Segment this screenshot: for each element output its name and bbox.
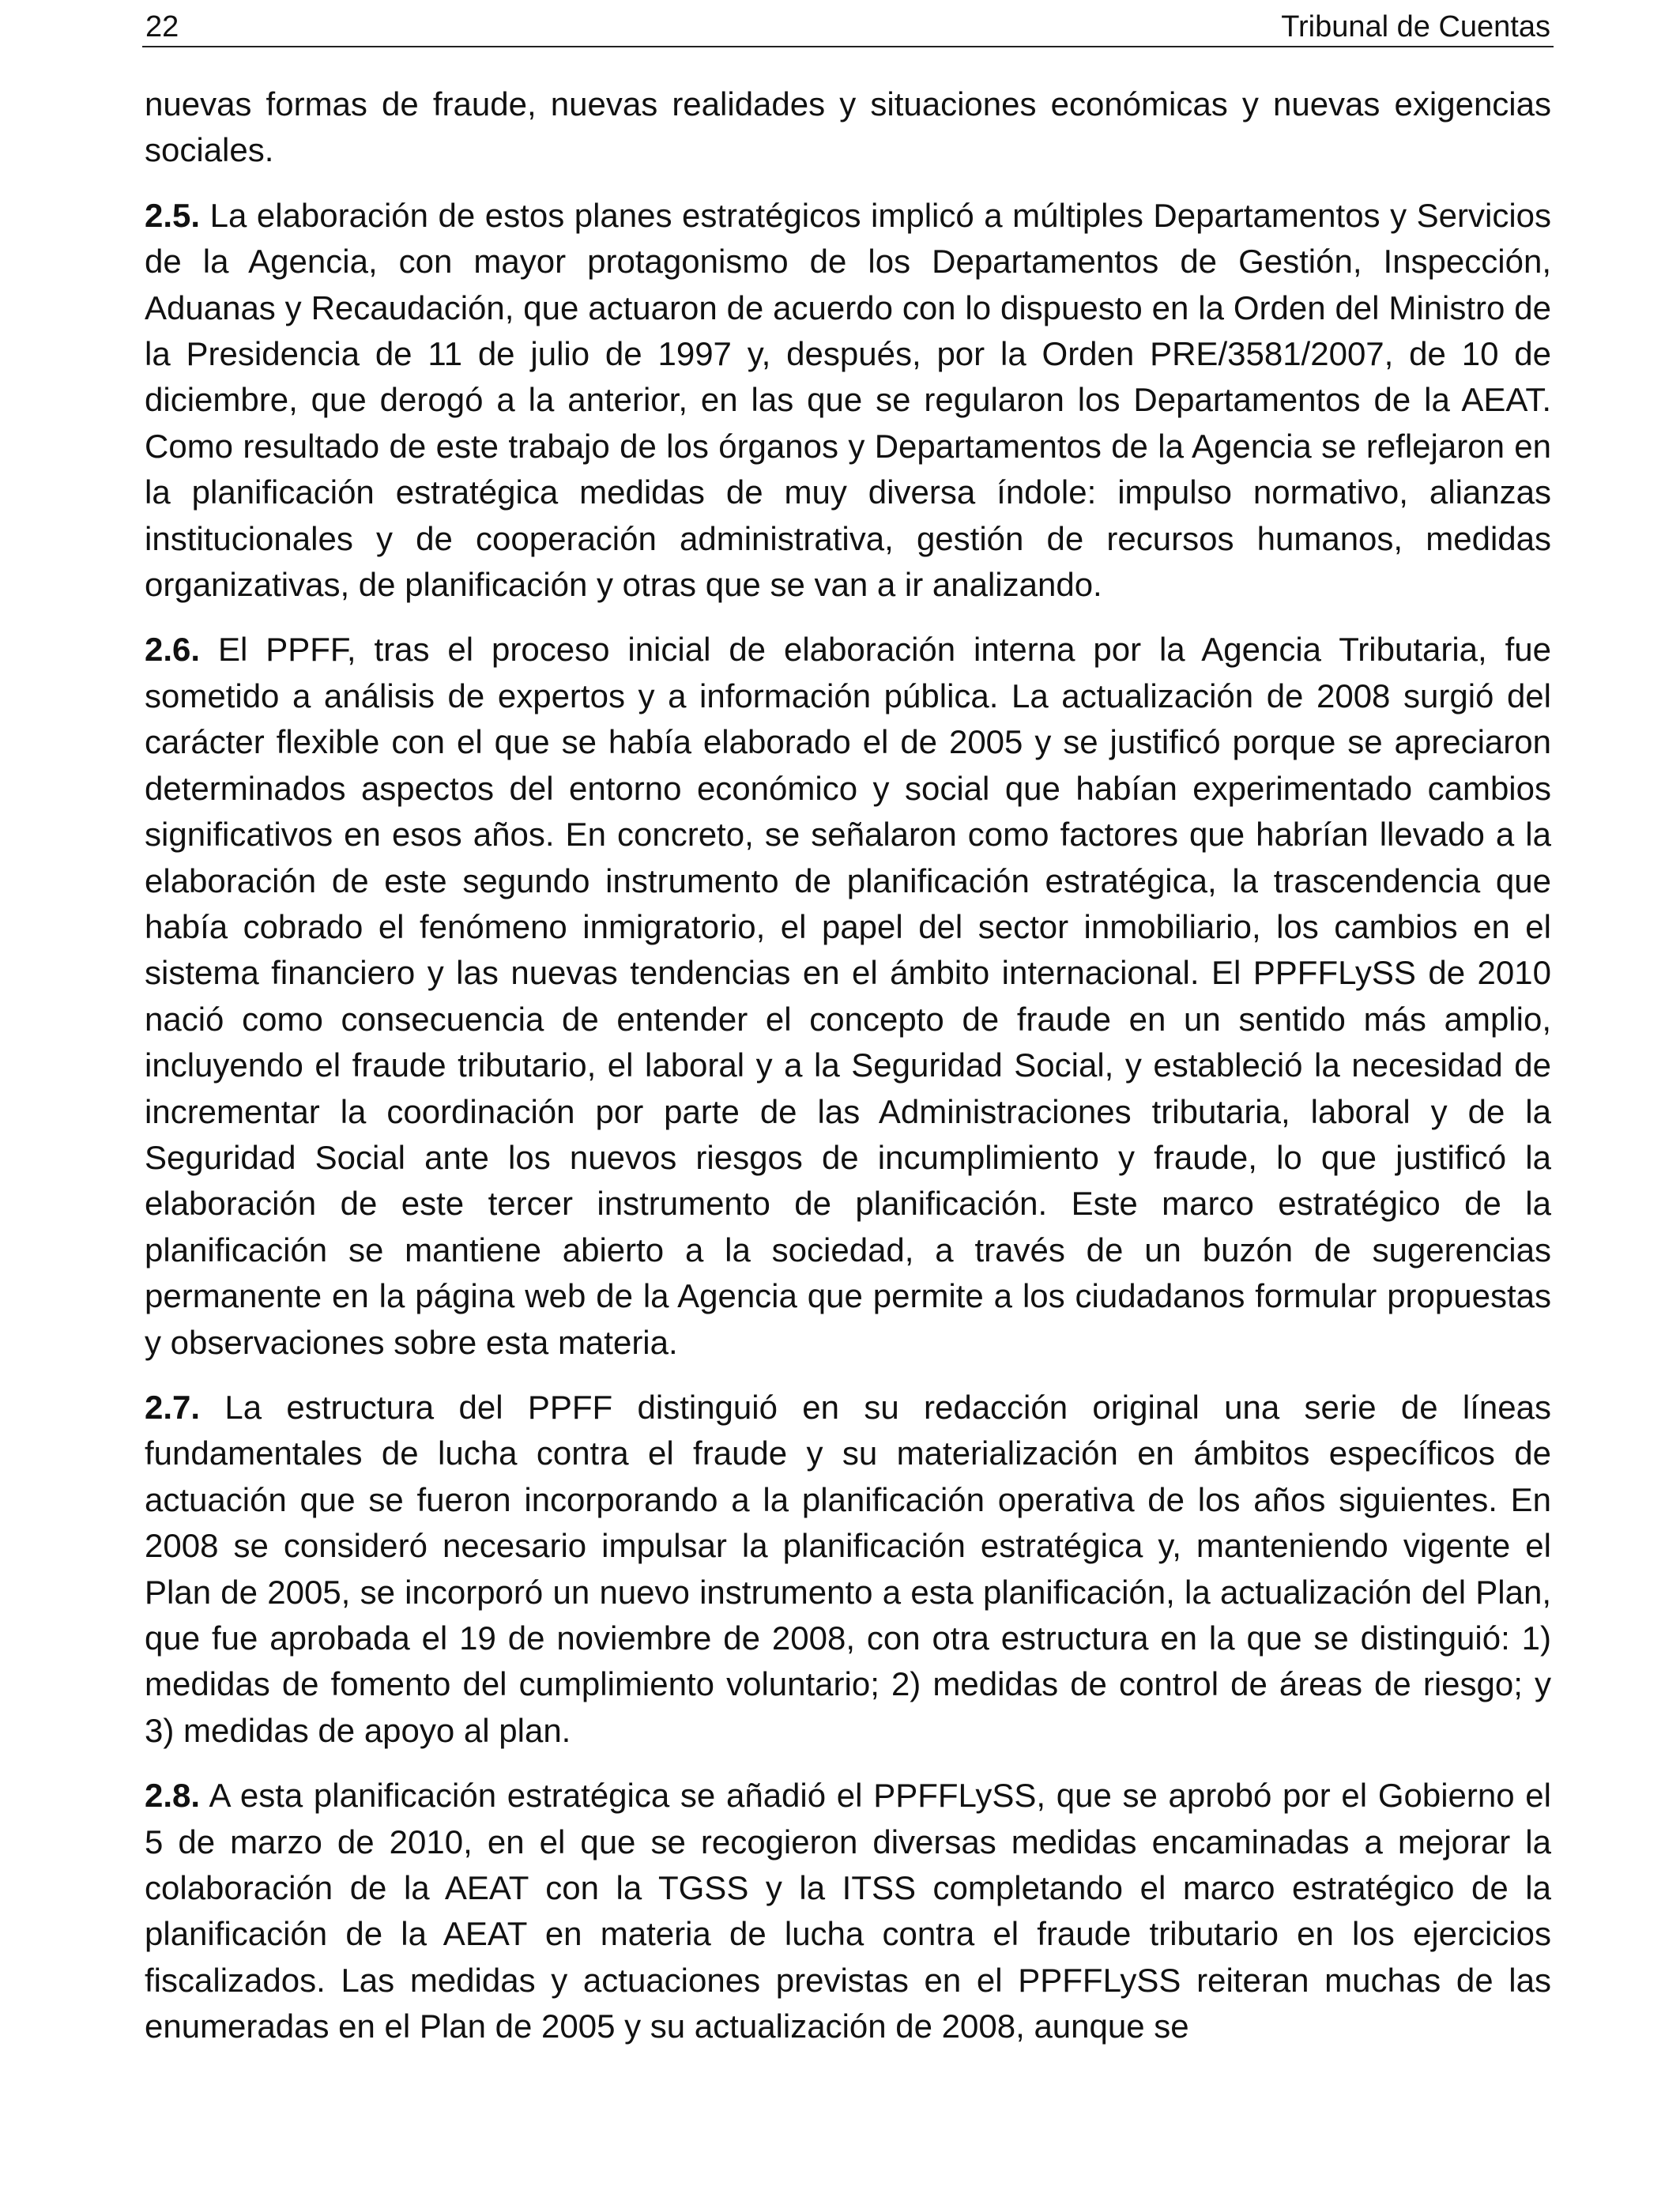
paragraph-2-7 <box>145 1385 1551 1754</box>
paragraph-text: nuevas formas de fraude, nuevas realidades y situaciones económicas y nuevas exigencias sociales. <box>145 85 1551 169</box>
paragraph-number: 2.5. <box>145 196 201 234</box>
paragraph-text: La elaboración de estos planes estratégicos implicó a múltiples Departamentos y Servicios de la Agencia, con mayor protagonismo de los Departamentos de Gestión, Inspección, Aduanas y Recaudación, que actuaron de acuerdo con lo dispuesto en la Orden del Ministro de la Presidencia de 11 de julio de 1997 y, después, por la Orden PRE/3581/2007, de 10 de diciembre, que derogó a la anterior, en las que se regularon los Departamentos de la AEAT. Como resultado de este trabajo de los órganos y Departamentos de la Agencia se reflejaron en la planificación estratégica medidas de muy diversa índole: impulso normativo, alianzas institucionales y de cooperación administrativa, gestión de recursos humanos, medidas organizativas, de planificación y otras que se van a ir analizando. <box>145 196 1552 604</box>
paragraph-2-8 <box>145 1773 1551 2049</box>
paragraph-number: 2.6. <box>145 631 201 669</box>
paragraph-number: 2.7. <box>145 1388 201 1426</box>
paragraph-2-5 <box>145 193 1551 609</box>
paragraph-continuation <box>145 81 1551 174</box>
page-number: 22 <box>145 10 179 43</box>
paragraph-2-6 <box>145 627 1551 1366</box>
paragraph-text: A esta planificación estratégica se añadió el PPFFLySS, que se aprobó por el Gobierno el 5 de marzo de 2010, en el que se recogieron diversas medidas encaminadas a mejorar la colaboración de la AEAT con la TGSS y la ITSS completando el marco estratégico de la planificación de la AEAT en materia de lucha contra el fraude tributario en los ejercicios fiscalizados. Las medidas y actuaciones previstas en el PPFFLySS reiteran muchas de las enumeradas en el Plan de 2005 y su actualización de 2008, aunque se <box>145 1777 1551 2045</box>
document-body <box>145 81 1551 2069</box>
paragraph-number: 2.8. <box>145 1777 201 1815</box>
page-header <box>142 8 1554 47</box>
running-head: Tribunal de Cuentas <box>1281 10 1550 43</box>
paragraph-text: La estructura del PPFF distinguió en su redacción original una serie de líneas fundamentales de lucha contra el fraude y su materialización en ámbitos específicos de actuación que se fueron incorporando a la planificación operativa de los años siguientes. En 2008 se consideró necesario impulsar la planificación estratégica y, manteniendo vigente el Plan de 2005, se incorporó un nuevo instrumento a esta planificación, la actualización del Plan, que fue aprobada el 19 de noviembre de 2008, con otra estructura en la que se distinguió: 1) medidas de fomento del cumplimiento voluntario; 2) medidas de control de áreas de riesgo; y 3) medidas de apoyo al plan. <box>145 1388 1552 1749</box>
paragraph-text: El PPFF, tras el proceso inicial de elaboración interna por la Agencia Tributaria, fue sometido a análisis de expertos y a información pública. La actualización de 2008 surgió del carácter flexible con el que se había elaborado el de 2005 y se justificó porque se apreciaron determinados aspectos del entorno económico y social que habían experimentado cambios significativos en esos años. En concreto, se señalaron como factores que habrían llevado a la elaboración de este segundo instrumento de planificación estratégica, la trascendencia que había cobrado el fenómeno inmigratorio, el papel del sector inmobiliario, los cambios en el sistema financiero y las nuevas tendencias en el ámbito internacional. El PPFFLySS de 2010 nació como consecuencia de entender el concepto de fraude en un sentido más amplio, incluyendo el fraude tributario, el laboral y a la Seguridad Social, y estableció la necesidad de incrementar la coordinación por parte de las Administraciones tributaria, laboral y de la Seguridad Social ante los nuevos riesgos de incumplimiento y fraude, lo que justificó la elaboración de este tercer instrumento de planificación. Este marco estratégico de la planificación se mantiene abierto a la sociedad, a través de un buzón de sugerencias permanente en la página web de la Agencia que permite a los ciudadanos formular propuestas y observaciones sobre esta materia. <box>145 631 1551 1361</box>
